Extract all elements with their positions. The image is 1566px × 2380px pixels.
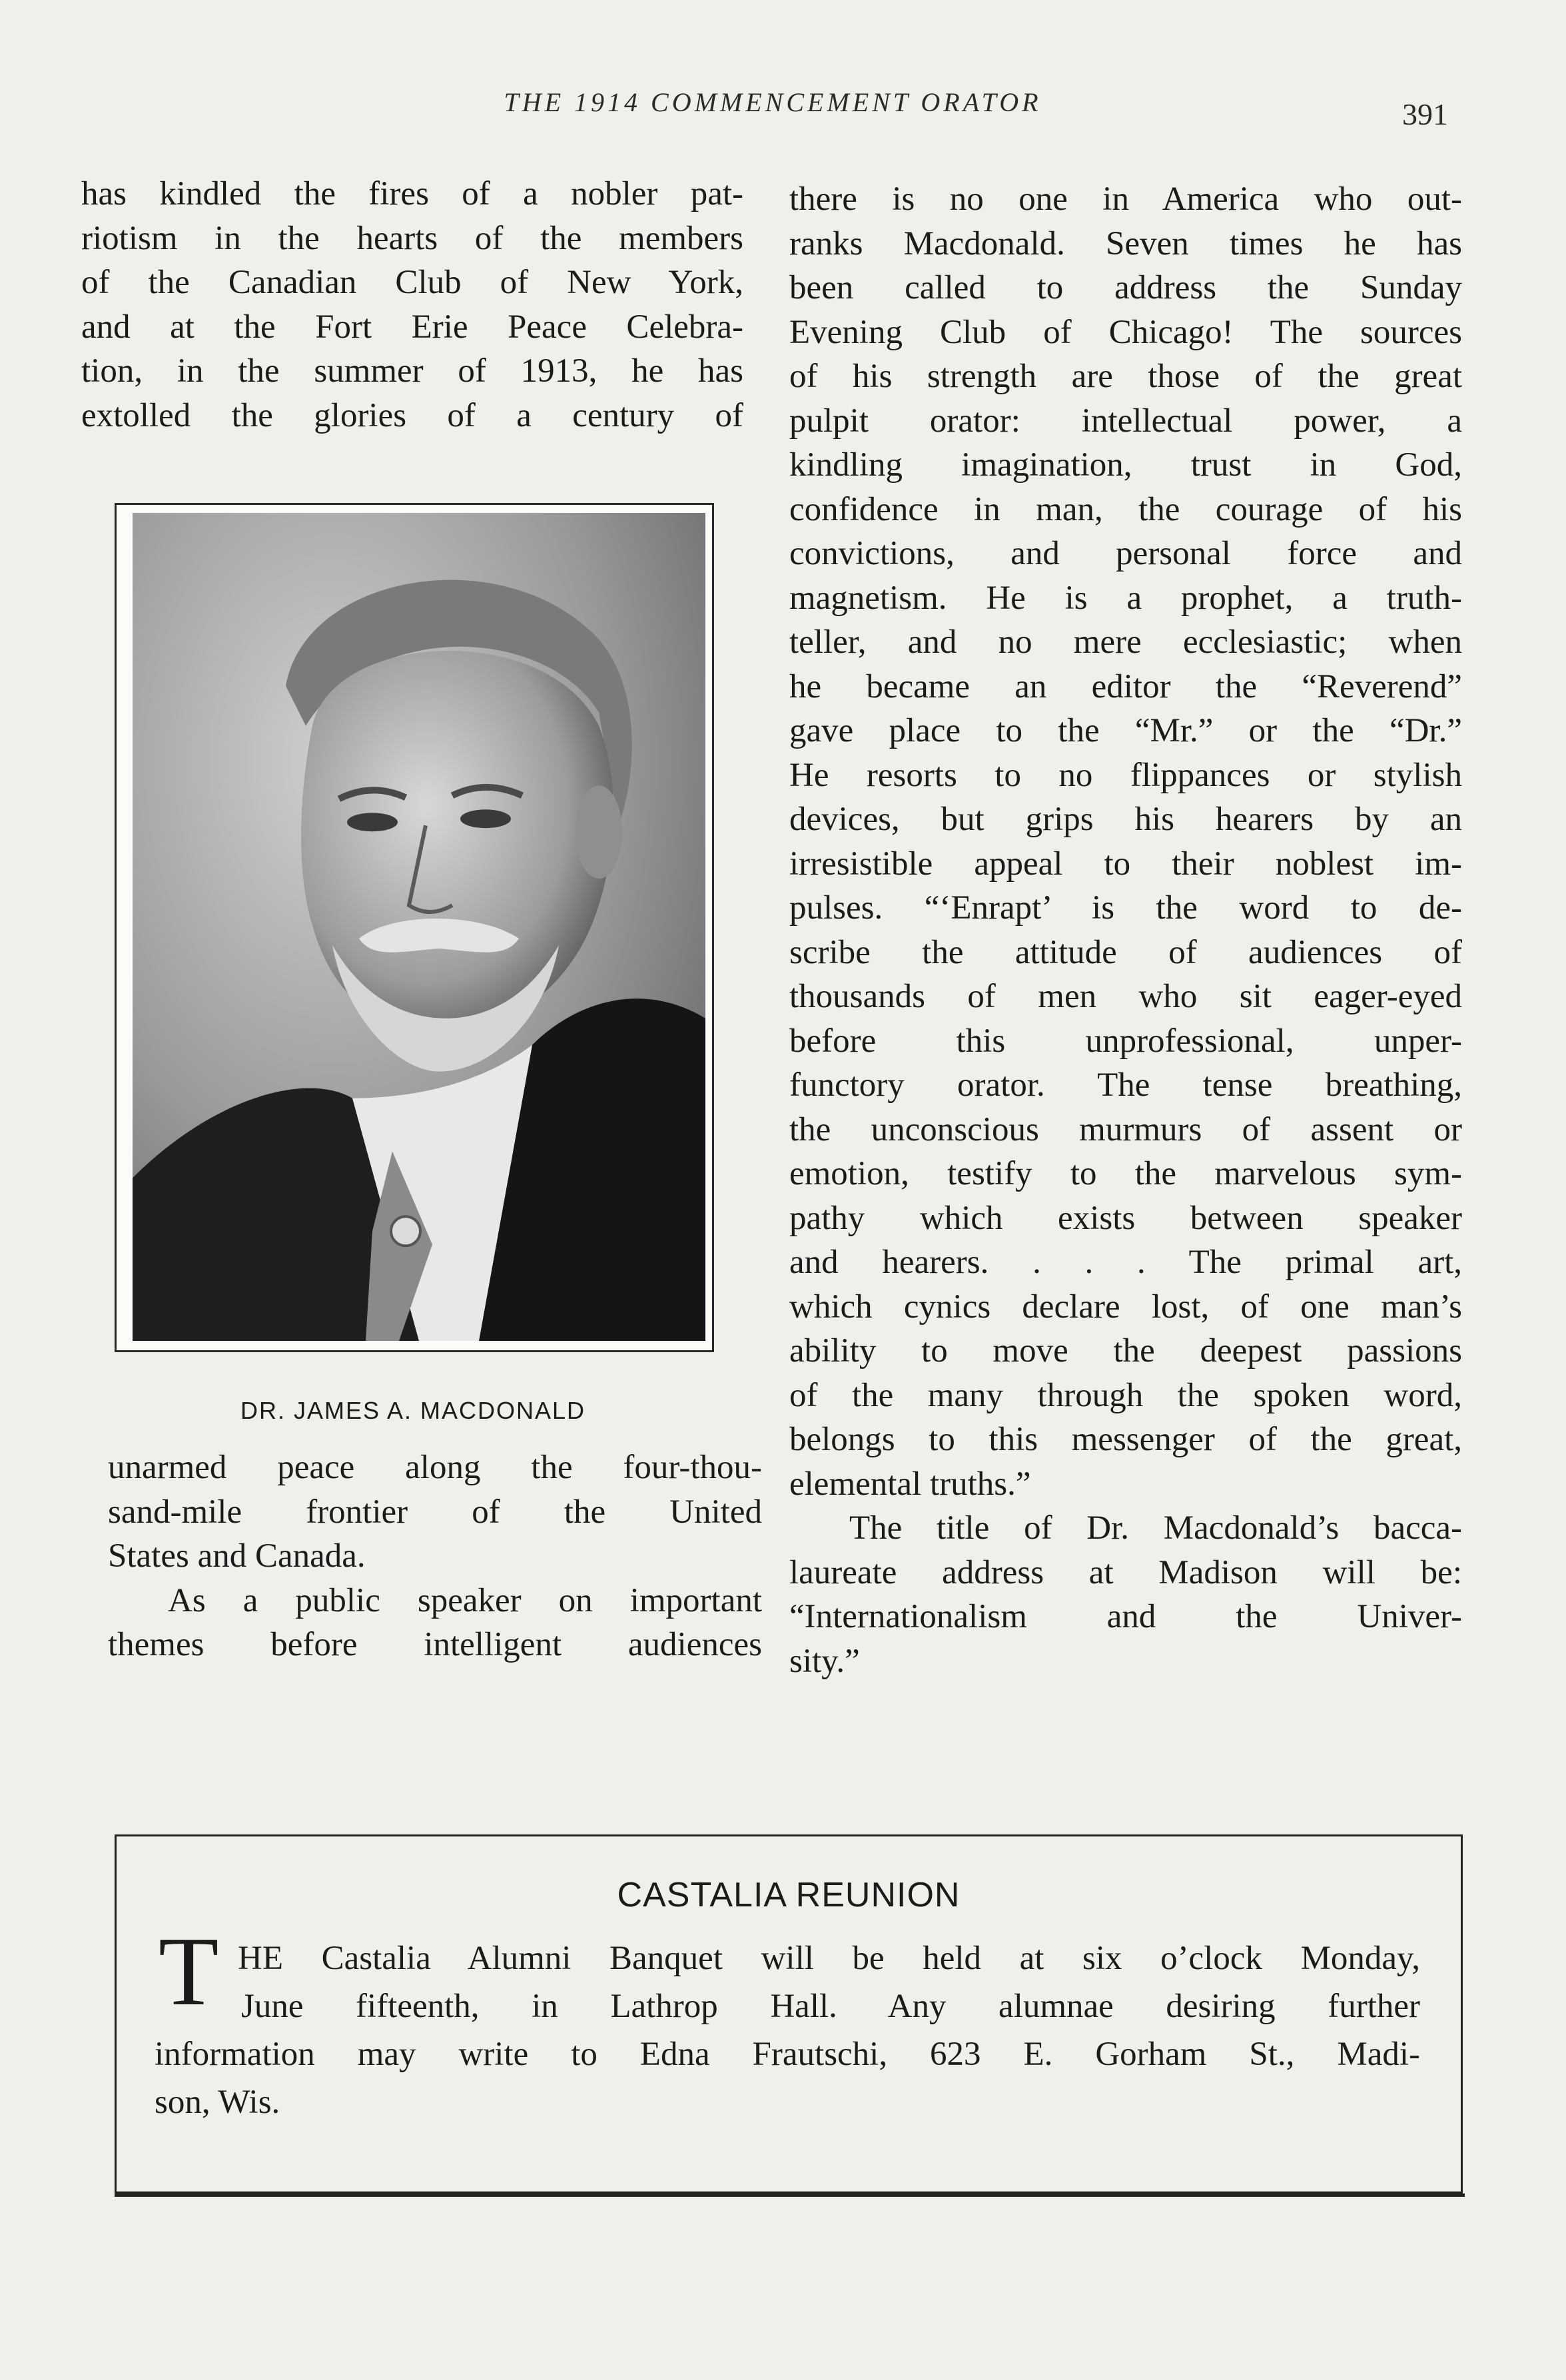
text-line: of the Canadian Club of New York, <box>81 264 743 301</box>
left-column-top <box>81 172 743 438</box>
text-line: and hearers. . . . The primal art, <box>789 1244 1462 1281</box>
text-line: As a public speaker on important <box>168 1581 762 1619</box>
text-line: teller, and no mere ecclesiastic; when <box>789 623 1462 661</box>
text-line: functory orator. The tense breathing, <box>789 1066 1462 1104</box>
text-line: of his strength are those of the great <box>789 358 1462 395</box>
text-line: The title of Dr. Macdonald’s bacca- <box>849 1509 1462 1547</box>
text-line: confidence in man, the courage of his <box>789 490 1462 528</box>
text-line: thousands of men who sit eager-eyed <box>789 978 1462 1015</box>
text-line: pulses. “‘Enrapt’ is the word to de- <box>789 889 1462 927</box>
text-line: June fifteenth, in Lathrop Hall. Any alumnae desiring further <box>241 1988 1420 2025</box>
text-line: States and Canada. <box>108 1537 366 1575</box>
text-line: devices, but grips his hearers by an <box>789 801 1462 838</box>
castalia-title: CASTALIA REUNION <box>617 1876 961 1914</box>
text-line: of the many through the spoken word, <box>789 1376 1462 1414</box>
text-line: been called to address the Sunday <box>789 269 1462 306</box>
text-line: which cynics declare lost, of one man’s <box>789 1288 1462 1326</box>
text-line: riotism in the hearts of the members <box>81 219 743 257</box>
right-column <box>789 177 1462 1683</box>
text-line: ability to move the deepest passions <box>789 1332 1462 1370</box>
text-line: Evening Club of Chicago! The sources <box>789 313 1462 351</box>
text-line: belongs to this messenger of the great, <box>789 1421 1462 1458</box>
text-line: pathy which exists between speaker <box>789 1199 1462 1237</box>
text-line: “Internationalism and the Univer- <box>789 1598 1462 1635</box>
portrait-illustration <box>133 513 705 1341</box>
text-line: information may write to Edna Frautschi, 623 E. Gorham St., Madi- <box>155 2036 1420 2073</box>
text-line: elemental truths.” <box>789 1465 1031 1503</box>
text-line: before this unprofessional, unper- <box>789 1022 1462 1060</box>
text-line: he became an editor the “Reverend” <box>789 667 1462 705</box>
text-line: sand-mile frontier of the United <box>108 1493 762 1531</box>
castalia-body <box>155 1934 1420 2126</box>
text-line: tion, in the summer of 1913, he has <box>81 352 743 390</box>
text-line: extolled the glories of a century of <box>81 396 743 434</box>
text-line: HE Castalia Alumni Banquet will be held at six o’clock Monday, <box>238 1940 1420 1977</box>
page-number: 391 <box>1402 97 1448 131</box>
text-line: irresistible appeal to their noblest im- <box>789 845 1462 883</box>
text-line: magnetism. He is a prophet, a truth- <box>789 579 1462 617</box>
text-line: there is no one in America who out- <box>789 181 1462 218</box>
text-line: ranks Macdonald. Seven times he has <box>789 224 1462 262</box>
text-line: has kindled the fires of a nobler pat- <box>81 175 743 212</box>
text-line: kindling imagination, trust in God, <box>789 446 1462 484</box>
portrait-caption: DR. JAMES A. MACDONALD <box>240 1397 586 1424</box>
text-line: and at the Fort Erie Peace Celebra- <box>81 308 743 346</box>
text-line: gave place to the “Mr.” or the “Dr.” <box>789 712 1462 749</box>
portrait-photo <box>115 503 714 1352</box>
text-line: laureate address at Madison will be: <box>789 1553 1462 1591</box>
text-line: the unconscious murmurs of assent or <box>789 1110 1462 1148</box>
left-column-bottom <box>108 1445 762 1667</box>
text-line: unarmed peace along the four-thou- <box>108 1449 762 1486</box>
text-line: son, Wis. <box>155 2084 280 2121</box>
text-line: He resorts to no flippances or stylish <box>789 756 1462 794</box>
text-line: themes before intelligent audiences <box>108 1626 762 1663</box>
text-line: pulpit orator: intellectual power, a <box>789 402 1462 440</box>
running-header: THE 1914 COMMENCEMENT ORATOR <box>504 87 1042 117</box>
text-line: scribe the attitude of audiences of <box>789 933 1462 971</box>
drop-cap: T <box>159 1917 219 2026</box>
text-line: sity.” <box>789 1642 860 1680</box>
text-line: convictions, and personal force and <box>789 535 1462 572</box>
text-line: emotion, testify to the marvelous sym- <box>789 1155 1462 1192</box>
